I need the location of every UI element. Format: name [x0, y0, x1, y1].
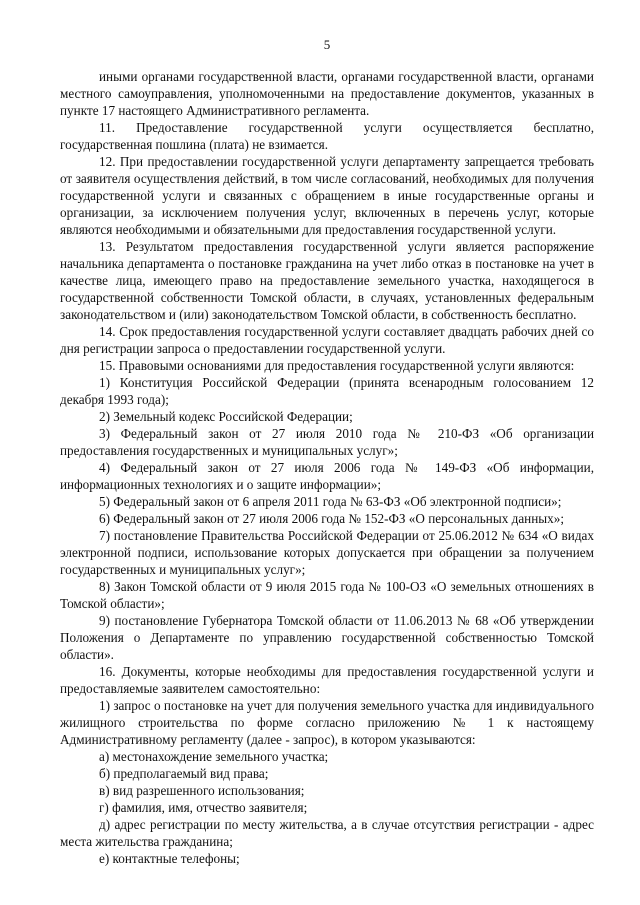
list-item: б) предполагаемый вид права;: [99, 766, 269, 781]
paragraph: 12. При предоставлении государственной услуги департаменту запрещается требовать от заявителя осуществления действий, в том числе согласований, необходимых для получения государственной услуги и связанных с обращением в иные государственные органы и организации, за исключением получения услуг, включенных в перечень услуг, которые являются необходимыми и обязательными для предоставления государственной услуги.: [60, 154, 594, 237]
list-item: а) местонахождение земельного участка;: [99, 749, 329, 764]
list-item: 7) постановление Правительства Российской Федерации от 25.06.2012 № 634 «О видах электронной подписи, использование которых допускается при обращении за получением государственных и муниципальных услуг»;: [60, 528, 594, 577]
list-item: 6) Федеральный закон от 27 июля 2006 года № 152-ФЗ «О персональных данных»;: [99, 511, 564, 526]
paragraph: иными органами государственной власти, органами государственной власти, органами местного самоуправления, уполномоченными на предоставление документов, указанных в пункте 17 настоящего Административного регламента.: [60, 69, 594, 118]
list-item: 2) Земельный кодекс Российской Федерации;: [99, 409, 353, 424]
document-body: [60, 68, 594, 867]
paragraph: 15. Правовыми основаниями для предоставления государственной услуги являются:: [99, 358, 575, 373]
list-item: д) адрес регистрации по месту жительства, а в случае отсутствия регистрации - адрес места жительства гражданина;: [60, 817, 594, 849]
list-item: е) контактные телефоны;: [99, 851, 240, 866]
list-item: 8) Закон Томской области от 9 июля 2015 года № 100-ОЗ «О земельных отношениях в Томской области»;: [60, 579, 594, 611]
list-item: 3) Федеральный закон от 27 июля 2010 года № 210-ФЗ «Об организации предоставления государственных и муниципальных услуг»;: [60, 426, 594, 458]
paragraph: 13. Результатом предоставления государственной услуги является распоряжение начальника департамента о постановке гражданина на учет либо отказ в постановке на учет в качестве лица, имеющего право на предоставление земельного участка, находящегося в государственной собственности Томской области, в случаях, установленных федеральным законодательством и (или) законодательством Томской области, в собственность бесплатно.: [60, 239, 594, 322]
paragraph: 11. Предоставление государственной услуги осуществляется бесплатно, государственная пошлина (плата) не взимается.: [60, 120, 594, 152]
list-item: в) вид разрешенного использования;: [99, 783, 305, 798]
paragraph: 16. Документы, которые необходимы для предоставления государственной услуги и предоставляемые заявителем самостоятельно:: [60, 664, 594, 696]
list-item: 4) Федеральный закон от 27 июля 2006 года № 149-ФЗ «Об информации, информационных технологиях и о защите информации»;: [60, 460, 594, 492]
list-item: 9) постановление Губернатора Томской области от 11.06.2013 № 68 «Об утверждении Положения о Департаменте по управлению государственной собственностью Томской области».: [60, 613, 594, 662]
list-item: 5) Федеральный закон от 6 апреля 2011 года № 63-ФЗ «Об электронной подписи»;: [99, 494, 562, 509]
page-number: 5: [323, 37, 331, 52]
list-item: 1) запрос о постановке на учет для получения земельного участка для индивидуального жилищного строительства по форме согласно приложению № 1 к настоящему Административному регламенту (далее - запрос), в котором указываются:: [60, 698, 594, 747]
paragraph: 14. Срок предоставления государственной услуги составляет двадцать рабочих дней со дня регистрации запроса о предоставлении государственной услуги.: [60, 324, 594, 356]
list-item: 1) Конституция Российской Федерации (принята всенародным голосованием 12 декабря 1993 года);: [60, 375, 594, 407]
list-item: г) фамилия, имя, отчество заявителя;: [99, 800, 308, 815]
